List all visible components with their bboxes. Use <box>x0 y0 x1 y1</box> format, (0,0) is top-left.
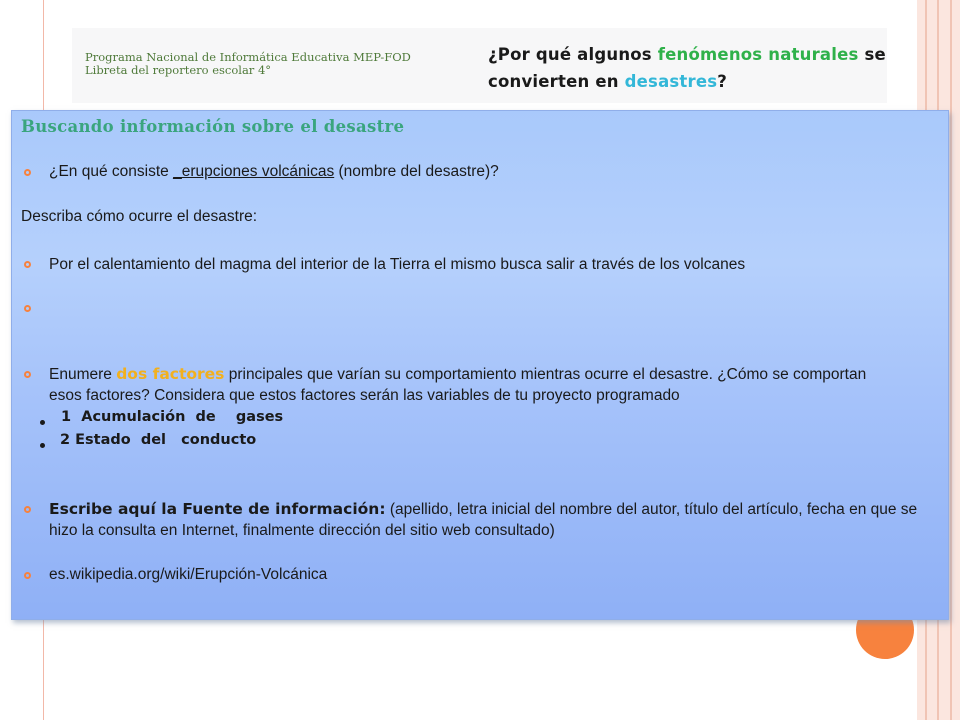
disaster-name-answer: _erupciones volcánicas <box>173 163 335 180</box>
factors-text: principales que varían su comportamiento mientras ocurre el desastre. ¿Cómo se comportan esos factores? Considera que estos factores serán las variables de tu proyecto programado <box>49 366 867 404</box>
bullet-icon <box>24 169 31 176</box>
question-green-text: fenómenos naturales <box>657 45 859 64</box>
bullet-icon <box>24 572 31 579</box>
rail-line <box>950 0 952 720</box>
program-line-2: Libreta del reportero escolar 4° <box>85 63 272 77</box>
bullet-icon <box>24 371 31 378</box>
describe-label: Describa cómo ocurre el desastre: <box>21 208 258 225</box>
factors-question <box>49 364 869 406</box>
q1-suffix: (nombre del desastre)? <box>334 163 499 180</box>
q1-prefix: ¿En qué consiste <box>49 163 174 180</box>
panel-title: Buscando información sobre el desastre <box>21 117 405 136</box>
bullet-icon <box>24 261 31 268</box>
question-blue-text: desastres <box>624 72 718 91</box>
bullet-icon <box>24 506 31 513</box>
slide-question <box>488 41 888 95</box>
factors-prefix: Enumere <box>49 366 117 383</box>
question-text: se convierten en <box>488 45 886 91</box>
source-instructions <box>49 499 929 541</box>
bullet-icon <box>24 305 31 312</box>
factor-1: 1 Acumulación de gases <box>56 409 284 425</box>
factor-2: 2 Estado del conducto <box>60 432 257 448</box>
sub-bullet-icon <box>40 443 45 448</box>
factors-highlight: dos factores <box>116 365 225 383</box>
question-text: ¿Por qué algunos <box>488 45 658 64</box>
program-label <box>85 51 465 77</box>
question-disaster-name <box>49 163 499 181</box>
sub-bullet-icon <box>40 420 45 425</box>
source-label: Escribe aquí la Fuente de información: <box>49 500 386 518</box>
disaster-description: Por el calentamiento del magma del interior de la Tierra el mismo busca salir a través de los volcanes <box>49 256 746 273</box>
program-line-1: Programa Nacional de Informática Educativa MEP-FOD <box>85 50 411 64</box>
source-text: (apellido, letra inicial del nombre del autor, título del artículo, fecha en que se hizo la consulta en Internet, finalmente dirección del sitio web consultado) <box>49 501 918 539</box>
question-text: ? <box>717 72 728 91</box>
source-url: es.wikipedia.org/wiki/Erupción-Volcánica <box>49 566 328 583</box>
